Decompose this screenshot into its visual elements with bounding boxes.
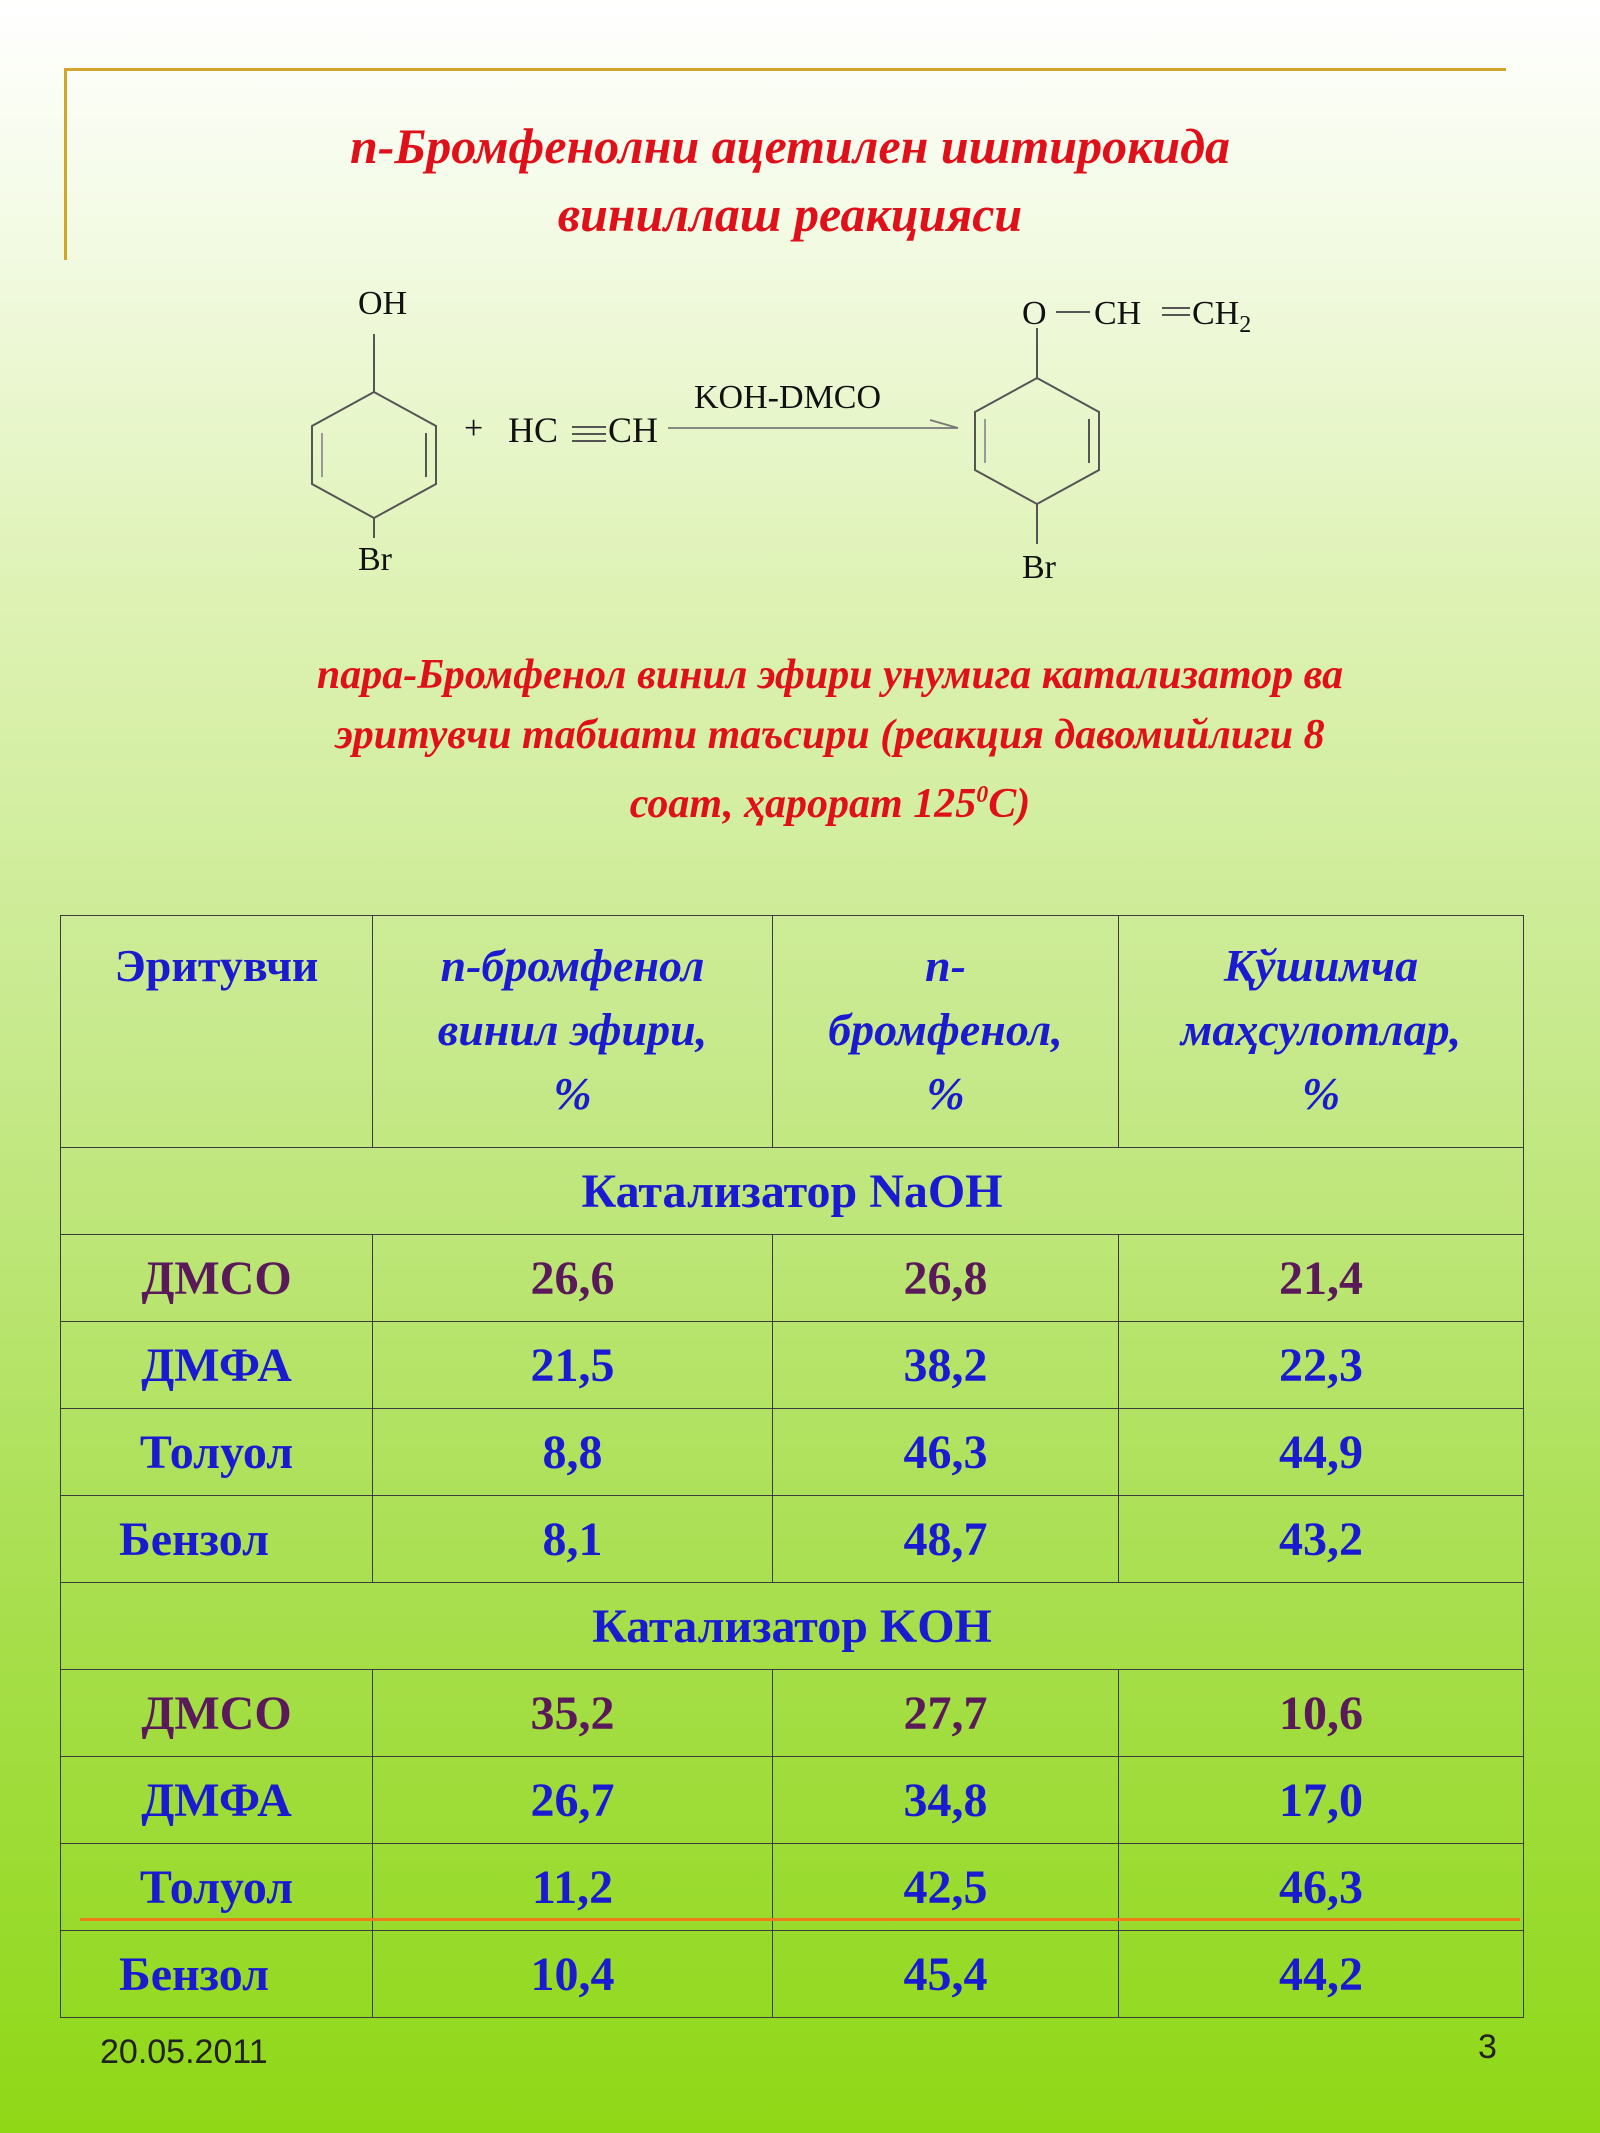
cell-bromophenol: 46,3 (773, 1409, 1119, 1496)
slide-page-number: 3 (1478, 2028, 1497, 2066)
caption-line-3 (130, 765, 1530, 834)
product-ch2-label (1192, 295, 1251, 338)
product-ch2-subscript: 2 (1239, 312, 1252, 338)
reaction-scheme (0, 270, 1600, 600)
cell-bromophenol: 45,4 (773, 1931, 1119, 2018)
product-o-label: O (1022, 295, 1047, 332)
cell-ether: 8,8 (373, 1409, 773, 1496)
cell-byproducts: 10,6 (1119, 1670, 1524, 1757)
cell-bromophenol: 34,8 (773, 1757, 1119, 1844)
cell-byproducts: 46,3 (1119, 1844, 1524, 1931)
header-vinyl-ether-line3: % (553, 1068, 592, 1119)
header-byproducts (1119, 916, 1524, 1148)
reactant-oh-label: OH (358, 285, 408, 322)
cell-solvent: ДМФА (61, 1322, 373, 1409)
cell-bromophenol: 26,8 (773, 1235, 1119, 1322)
cell-ether: 21,5 (373, 1322, 773, 1409)
header-vinyl-ether-line1: п-бромфенол (440, 940, 705, 991)
caption-line-2: эритувчи табиати таъсири (реакция давомийлиги 8 (335, 712, 1325, 758)
cell-solvent: ДМФА (61, 1757, 373, 1844)
cell-byproducts: 43,2 (1119, 1496, 1524, 1583)
cell-solvent: Бензол (61, 1496, 373, 1583)
cell-bromophenol: 38,2 (773, 1322, 1119, 1409)
header-bromophenol-line2: бромфенол, (828, 1004, 1063, 1055)
orange-divider-line (80, 1918, 1520, 1921)
product-ch2-text: CH (1192, 295, 1240, 332)
table-row (61, 1409, 1524, 1496)
cell-ether: 10,4 (373, 1931, 773, 2018)
p-bromophenol-structure (312, 334, 436, 538)
caption-line-1: пара-Бромфенол винил эфири унумига катализатор ва (316, 652, 1344, 698)
header-bromophenol-line3: % (926, 1068, 965, 1119)
cell-solvent: Толуол (61, 1409, 373, 1496)
section-row-koh (61, 1583, 1524, 1670)
caption-line-3b: С) (988, 781, 1031, 827)
table-row (61, 1496, 1524, 1583)
table-row (61, 1235, 1524, 1322)
slide-title (120, 112, 1460, 248)
header-byproducts-line3: % (1301, 1068, 1341, 1119)
product-ch-label: CH (1094, 295, 1142, 332)
frame-left-line (64, 68, 67, 260)
header-solvent-text: Эритувчи (114, 940, 319, 991)
header-byproducts-line2: маҳсулотлар, (1180, 1004, 1462, 1055)
cell-ether: 11,2 (373, 1844, 773, 1931)
title-line-1: п-Бромфенолни ацетилен иштирокида (349, 118, 1231, 174)
cell-byproducts: 22,3 (1119, 1322, 1524, 1409)
cell-ether: 8,1 (373, 1496, 773, 1583)
acetylene-triple-bond (572, 427, 606, 441)
header-vinyl-ether (373, 916, 773, 1148)
cell-ether: 26,6 (373, 1235, 773, 1322)
table-caption (130, 645, 1530, 834)
cell-solvent: Бензол (61, 1931, 373, 2018)
reaction-conditions: KOH-DMCO (694, 379, 881, 416)
cell-solvent: ДМСО (61, 1235, 373, 1322)
table-row (61, 1322, 1524, 1409)
table-row (61, 1670, 1524, 1757)
header-solvent (61, 916, 373, 1148)
header-bromophenol (773, 916, 1119, 1148)
reactant-br-label: Br (358, 541, 392, 578)
cell-solvent: ДМСО (61, 1670, 373, 1757)
table-header-row (61, 916, 1524, 1148)
cell-byproducts: 21,4 (1119, 1235, 1524, 1322)
section-label: Катализатор NaOH (61, 1148, 1524, 1235)
section-row-naoh (61, 1148, 1524, 1235)
results-table (60, 915, 1524, 2018)
cell-ether: 26,7 (373, 1757, 773, 1844)
cell-bromophenol: 42,5 (773, 1844, 1119, 1931)
cell-byproducts: 17,0 (1119, 1757, 1524, 1844)
product-structure (975, 308, 1190, 544)
cell-bromophenol: 48,7 (773, 1496, 1119, 1583)
header-vinyl-ether-line2: винил эфири, (437, 1004, 708, 1055)
table-row (61, 1931, 1524, 2018)
section-label: Катализатор KOH (61, 1583, 1524, 1670)
reaction-arrow (668, 420, 958, 428)
cell-ether: 35,2 (373, 1670, 773, 1757)
slide-date: 20.05.2011 (100, 2033, 268, 2071)
cell-byproducts: 44,9 (1119, 1409, 1524, 1496)
acetylene-ch-label: CH (608, 410, 659, 450)
cell-byproducts: 44,2 (1119, 1931, 1524, 2018)
header-byproducts-line1: Қўшимча (1223, 940, 1419, 991)
caption-line-3a: соат, ҳарорат 125 (629, 781, 977, 827)
caption-degree-sup: 0 (976, 782, 989, 808)
header-bromophenol-line1: п- (925, 940, 966, 991)
plus-sign: + (464, 410, 484, 447)
title-line-2: виниллаш реакцияси (557, 186, 1023, 242)
product-br-label: Br (1022, 549, 1056, 586)
acetylene-hc-label: HC (508, 410, 559, 450)
frame-top-line (64, 68, 1506, 71)
cell-solvent: Толуол (61, 1844, 373, 1931)
cell-bromophenol: 27,7 (773, 1670, 1119, 1757)
table-row (61, 1757, 1524, 1844)
